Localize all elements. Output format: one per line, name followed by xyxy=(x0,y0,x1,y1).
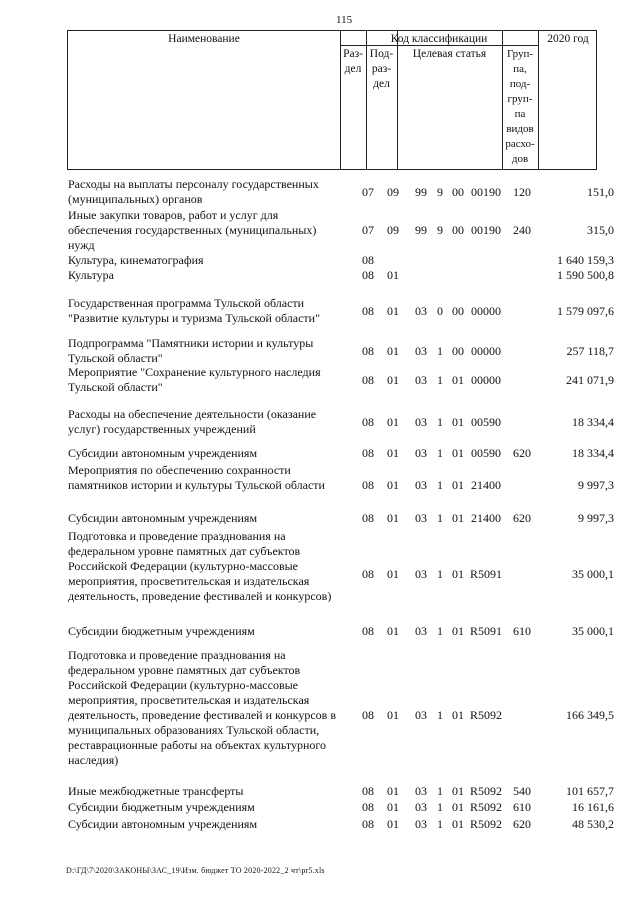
event-code: 01 xyxy=(452,784,464,798)
direction-code: 00590 xyxy=(471,446,501,460)
section-code: 08 xyxy=(362,511,374,525)
row-name: Культура, кинематография xyxy=(68,253,204,267)
section-code: 08 xyxy=(362,414,374,429)
row-name: Подпрограмма "Памятники истории и культуры Тульской области" xyxy=(68,336,314,365)
subprogram-code: 1 xyxy=(437,372,443,387)
event-code: 01 xyxy=(452,511,464,525)
row-amount: 1 579 097,6 xyxy=(557,303,614,318)
classification-code-header: Код классификации xyxy=(390,33,488,45)
section-code: 08 xyxy=(362,784,374,798)
row-name: Расходы на обеспечение деятельности (оказание услуг) государственных учреждений xyxy=(68,407,317,436)
subsection-code: 01 xyxy=(387,624,399,638)
event-code: 00 xyxy=(452,223,464,237)
direction-code: 00000 xyxy=(471,303,501,318)
expense-type-code: 620 xyxy=(513,446,531,460)
program-code: 03 xyxy=(415,303,427,318)
direction-code: R5092 xyxy=(469,784,502,798)
row-amount: 48 530,2 xyxy=(572,817,614,831)
subprogram-code: 0 xyxy=(437,303,443,318)
row-amount: 16 161,6 xyxy=(572,800,614,814)
row-name: Расходы на выплаты персоналу государственных (муниципальных) органов xyxy=(68,177,319,206)
subprogram-code: 1 xyxy=(437,414,443,429)
section-code: 08 xyxy=(362,708,374,722)
subsection-code: 01 xyxy=(387,511,399,525)
direction-code: 00000 xyxy=(471,343,501,358)
direction-code: R5092 xyxy=(469,817,502,831)
direction-code: R5092 xyxy=(469,708,502,722)
section-code: 08 xyxy=(362,800,374,814)
row-amount: 151,0 xyxy=(587,184,614,199)
direction-code: R5091 xyxy=(469,624,502,638)
row-amount: 9 997,3 xyxy=(578,478,614,492)
subsection-code: 01 xyxy=(387,817,399,831)
subsection-code: 01 xyxy=(387,708,399,722)
row-amount: 35 000,1 xyxy=(572,624,614,638)
row-amount: 166 349,5 xyxy=(566,708,614,722)
event-code: 01 xyxy=(452,446,464,460)
event-code: 01 xyxy=(452,624,464,638)
row-amount: 35 000,1 xyxy=(572,566,614,581)
row-amount: 9 997,3 xyxy=(578,511,614,525)
direction-code: 00000 xyxy=(471,372,501,387)
subprogram-code: 9 xyxy=(437,223,443,237)
program-code: 03 xyxy=(415,343,427,358)
subsection-code: 01 xyxy=(387,343,399,358)
program-code: 03 xyxy=(415,784,427,798)
subsection-header: Под- раз- дел xyxy=(369,48,394,90)
section-code: 08 xyxy=(362,478,374,492)
program-code: 03 xyxy=(415,446,427,460)
direction-code: 00590 xyxy=(471,414,501,429)
row-name: Иные закупки товаров, работ и услуг для обеспечения государственных (муниципальных) нужд xyxy=(68,208,317,252)
row-name: Культура xyxy=(68,268,114,282)
expense-type-code: 540 xyxy=(513,784,531,798)
subsection-code: 01 xyxy=(387,303,399,318)
event-code: 01 xyxy=(452,372,464,387)
section-code: 08 xyxy=(362,817,374,831)
section-code: 08 xyxy=(362,268,374,282)
direction-code: 00190 xyxy=(471,223,501,237)
direction-code: 21400 xyxy=(471,511,501,525)
program-code: 03 xyxy=(415,478,427,492)
expense-type-code: 610 xyxy=(513,624,531,638)
row-name: Субсидии автономным учреждениям xyxy=(68,817,258,831)
direction-code: 00190 xyxy=(471,184,501,199)
row-name: Подготовка и проведение празднования на федеральном уровне памятных дат субъектов Российской Федерации (культурно-массовые мероприятия, просветительская и издательская деятельность, проведение фестивалей и конкурсов) xyxy=(68,529,332,603)
program-code: 03 xyxy=(415,372,427,387)
subprogram-code: 9 xyxy=(437,184,443,199)
subprogram-code: 1 xyxy=(437,511,443,525)
program-code: 03 xyxy=(415,708,427,722)
subprogram-code: 1 xyxy=(437,708,443,722)
subprogram-code: 1 xyxy=(437,624,443,638)
subprogram-code: 1 xyxy=(437,446,443,460)
file-path-footer: D:\ГД\7\2020\ЗАКОНЫ\ЗАС_19\Изм. бюджет ТО 2020-2022_2 чт\pr5.xls xyxy=(66,866,325,875)
subprogram-code: 1 xyxy=(437,343,443,358)
target-article-header: Целевая статья xyxy=(412,48,487,60)
header-divider xyxy=(538,31,539,169)
row-name: Государственная программа Тульской области "Развитие культуры и туризма Тульской области" xyxy=(68,296,320,325)
program-code: 03 xyxy=(415,566,427,581)
subsection-code: 01 xyxy=(387,784,399,798)
subprogram-code: 1 xyxy=(437,784,443,798)
direction-code: 21400 xyxy=(471,478,501,492)
row-name: Мероприятия по обеспечению сохранности памятников истории и культуры Тульской области xyxy=(68,463,325,492)
section-code: 07 xyxy=(362,223,374,237)
program-code: 03 xyxy=(415,817,427,831)
expense-type-code: 240 xyxy=(513,223,531,237)
row-name: Субсидии автономным учреждениям xyxy=(68,446,258,460)
event-code: 01 xyxy=(452,800,464,814)
subprogram-code: 1 xyxy=(437,566,443,581)
section-code: 08 xyxy=(362,253,374,267)
subsection-code: 09 xyxy=(387,184,399,199)
event-code: 00 xyxy=(452,343,464,358)
subsection-code: 01 xyxy=(387,446,399,460)
section-code: 08 xyxy=(362,624,374,638)
row-amount: 18 334,4 xyxy=(572,446,614,460)
page-number: 115 xyxy=(336,14,353,26)
row-name: Подготовка и проведение празднования на федеральном уровне памятных дат субъектов Российской Федерации (культурно-массовые мероприятия, просветительская и издательская деятельность, проведение фестивалей и конкурсов в муниципальных образованиях Тульской области, реставрационные работы на объектах культурного наследия) xyxy=(68,648,336,767)
subsection-code: 01 xyxy=(387,414,399,429)
column-name-header: Наименование xyxy=(168,33,240,45)
subprogram-code: 1 xyxy=(437,817,443,831)
event-code: 01 xyxy=(452,708,464,722)
subsection-code: 01 xyxy=(387,800,399,814)
event-code: 00 xyxy=(452,303,464,318)
expense-type-code: 120 xyxy=(513,184,531,199)
section-header: Раз- дел xyxy=(343,48,363,75)
expense-type-code: 620 xyxy=(513,511,531,525)
program-code: 03 xyxy=(415,624,427,638)
expense-group-header: Груп- па, под- груп- па видов расхо- дов xyxy=(505,48,535,165)
event-code: 01 xyxy=(452,817,464,831)
row-name: Субсидии бюджетным учреждениям xyxy=(68,800,255,814)
section-code: 08 xyxy=(362,343,374,358)
direction-code: R5091 xyxy=(469,566,502,581)
year-header: 2020 год xyxy=(547,33,589,45)
subsection-code: 01 xyxy=(387,372,399,387)
row-amount: 241 071,9 xyxy=(566,372,614,387)
row-amount: 18 334,4 xyxy=(572,414,614,429)
subprogram-code: 1 xyxy=(437,800,443,814)
row-name: Мероприятие "Сохранение культурного наследия Тульской области" xyxy=(68,365,321,394)
event-code: 01 xyxy=(452,414,464,429)
subsection-code: 01 xyxy=(387,268,399,282)
row-amount: 1 590 500,8 xyxy=(557,268,614,282)
section-code: 08 xyxy=(362,303,374,318)
row-amount: 315,0 xyxy=(587,223,614,237)
event-code: 00 xyxy=(452,184,464,199)
section-code: 08 xyxy=(362,446,374,460)
row-name: Субсидии автономным учреждениям xyxy=(68,511,258,525)
subprogram-code: 1 xyxy=(437,478,443,492)
section-code: 08 xyxy=(362,372,374,387)
event-code: 01 xyxy=(452,566,464,581)
table-header xyxy=(67,30,597,170)
row-amount: 101 657,7 xyxy=(566,784,614,798)
event-code: 01 xyxy=(452,478,464,492)
row-amount: 257 118,7 xyxy=(566,343,614,358)
expense-type-code: 620 xyxy=(513,817,531,831)
expense-type-code: 610 xyxy=(513,800,531,814)
section-code: 08 xyxy=(362,566,374,581)
row-name: Иные межбюджетные трансферты xyxy=(68,784,244,798)
program-code: 03 xyxy=(415,511,427,525)
program-code: 03 xyxy=(415,800,427,814)
program-code: 99 xyxy=(415,223,427,237)
program-code: 03 xyxy=(415,414,427,429)
direction-code: R5092 xyxy=(469,800,502,814)
row-amount: 1 640 159,3 xyxy=(557,253,614,267)
subsection-code: 01 xyxy=(387,566,399,581)
row-name: Субсидии бюджетным учреждениям xyxy=(68,624,255,638)
program-code: 99 xyxy=(415,184,427,199)
section-code: 07 xyxy=(362,184,374,199)
subsection-code: 09 xyxy=(387,223,399,237)
subsection-code: 01 xyxy=(387,478,399,492)
